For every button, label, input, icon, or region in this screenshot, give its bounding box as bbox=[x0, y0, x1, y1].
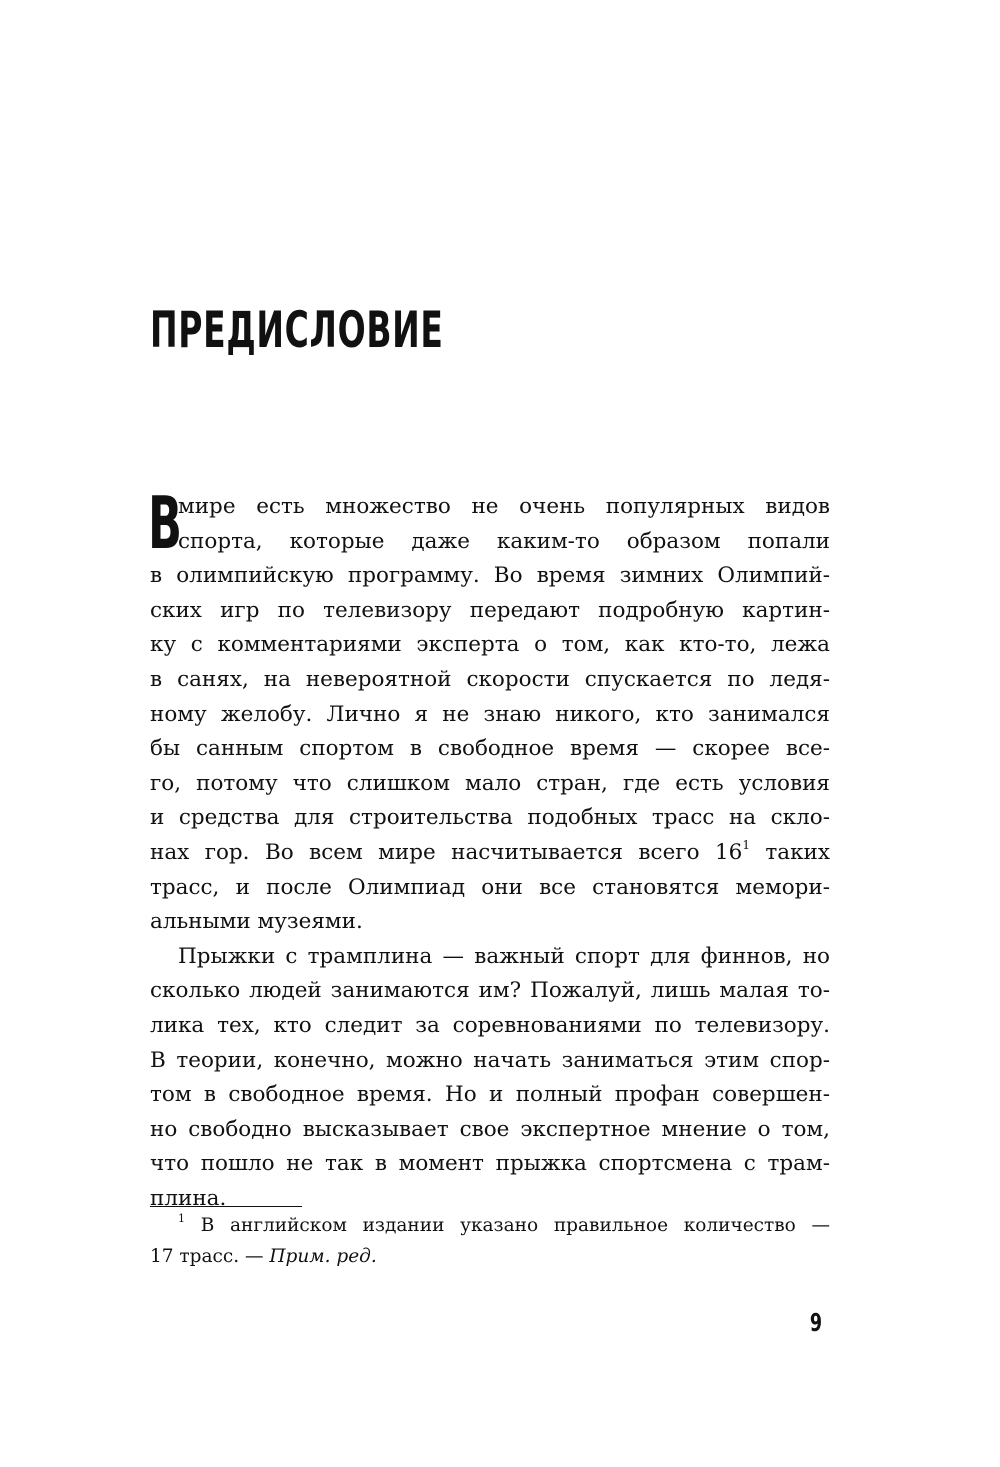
editor-note: Прим. ред. bbox=[269, 1246, 377, 1267]
paragraph-line: мире есть множество не очень популярных видов bbox=[178, 494, 830, 519]
page-title: ПРЕДИСЛОВИЕ bbox=[150, 301, 444, 359]
paragraph-line: сколько людей занимаются им? Пожалуй, лишь малая то- bbox=[150, 978, 830, 1004]
paragraph-line: ку с комментариями эксперта о том, как кто-то, лежа bbox=[150, 632, 830, 658]
paragraph-line: бы санным спортом в свободное время — скорее все- bbox=[150, 736, 830, 762]
paragraph-line: плина. bbox=[150, 1185, 227, 1211]
paragraph-line: Прыжки с трамплина — важный спорт для финнов, но bbox=[178, 943, 830, 969]
paragraph-line: лика тех, кто следит за соревнованиями по телевизору. bbox=[150, 1012, 830, 1038]
paragraph-line: что пошло не так в момент прыжка спортсмена с трам- bbox=[150, 1151, 830, 1177]
paragraph-line-with-footnote-ref: нах гор. Во всем мире насчитывается всего $16^1$ таких bbox=[150, 837, 830, 865]
body-text bbox=[148, 481, 830, 1216]
footnote-line: $^1$ В английском издании указано правильное количество — bbox=[178, 1212, 830, 1236]
paragraph-line: го, потому что слишком мало стран, где есть условия bbox=[150, 770, 830, 796]
drop-cap: В bbox=[148, 481, 183, 565]
paragraph-line: но свободно высказывает свое экспертное мнение о том, bbox=[150, 1116, 830, 1142]
paragraph-line: и средства для строительства подобных трасс на скло- bbox=[150, 805, 830, 831]
footnote-line: 17 трасс. — Прим. ред. bbox=[150, 1246, 377, 1267]
page-number: 9 bbox=[809, 1308, 822, 1337]
footnote bbox=[150, 1210, 830, 1272]
footnote-marker: 1 bbox=[178, 1212, 185, 1225]
paragraph-line: В теории, конечно, можно начать заниматься этим спор- bbox=[150, 1047, 830, 1073]
footnote-reference[interactable]: 1 bbox=[742, 837, 750, 852]
paragraph-line: том в свободное время. Но и полный профан совершен- bbox=[150, 1082, 830, 1108]
paragraph-line: трасс, и после Олимпиад они все становятся мемори- bbox=[150, 874, 830, 900]
paragraph-line: альными музеями. bbox=[150, 909, 363, 935]
paragraph-line: ному желобу. Лично я не знаю никого, кто занимался bbox=[150, 701, 830, 727]
paragraph-line: ских игр по телевизору передают подробную картин- bbox=[150, 597, 830, 623]
footnote-divider bbox=[150, 1206, 302, 1207]
paragraph-line: в санях, на невероятной скорости спускается по ледя- bbox=[150, 666, 830, 692]
paragraph-line: спорта, которые даже каким-то образом попали bbox=[178, 528, 830, 554]
paragraph-line: в олимпийскую программу. Во время зимних Олимпий- bbox=[150, 563, 830, 589]
